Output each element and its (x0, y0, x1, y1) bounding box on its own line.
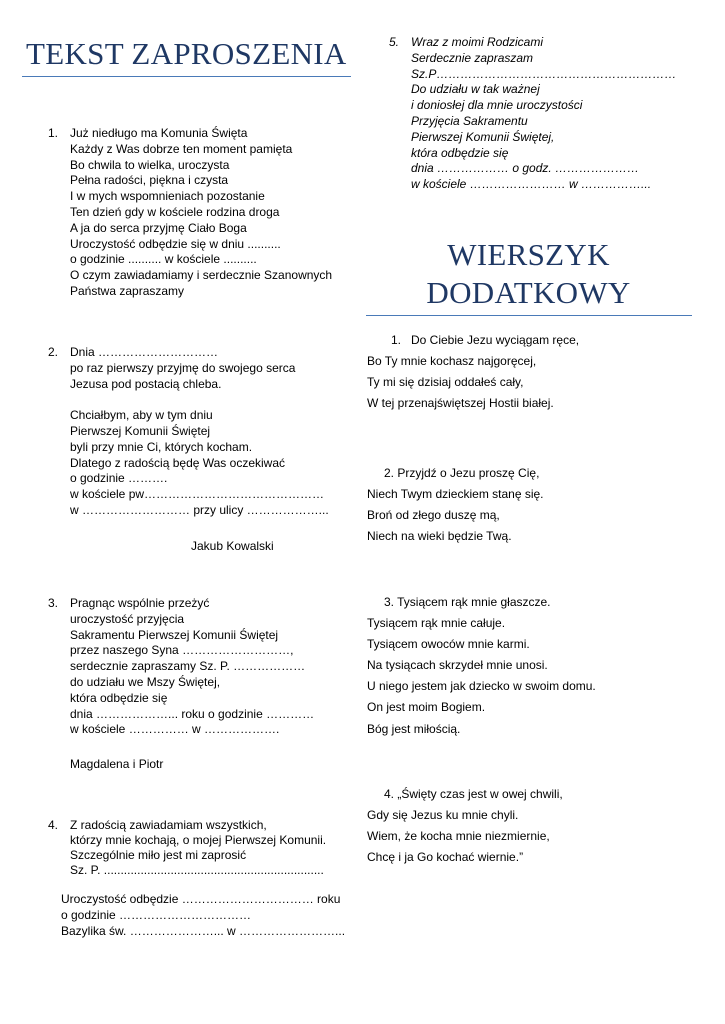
poem-line: 2. Przyjdź o Jezu proszę Cię, (384, 466, 540, 480)
text-line: przez naszego Syna ………………………, (70, 643, 294, 658)
text-line: w ……………………… przy ulicy ………………... (70, 502, 329, 517)
left-title-rule (22, 76, 351, 77)
invitation-2 (48, 345, 329, 519)
text-line: do udziału we Mszy Świętej, (70, 674, 221, 689)
text-line: Chciałbym, aby w tym dniu (70, 408, 213, 423)
text-line: Pragnąc wspólnie przeżyć (70, 596, 210, 610)
text-line: Szczególnie miło jest mi zaprosić (70, 848, 247, 862)
signature-parents: Magdalena i Piotr (70, 757, 164, 771)
text-line: Pełna radości, piękna i czysta (70, 173, 229, 188)
text-line: w kościele …………… w ………………. (70, 722, 280, 737)
poem-line: 1. Do Ciebie Jezu wyciągam ręce, (367, 330, 579, 351)
poem-line: Broń od złego duszę mą, (367, 508, 500, 523)
invitation-4-details (61, 892, 345, 939)
poem-line: Bo Ty mnie kochasz najgoręcej, (367, 354, 537, 369)
poem-2 (367, 463, 544, 547)
invitation-1 (48, 126, 332, 300)
text-line: Bo chwila to wielka, uroczysta (70, 157, 230, 172)
text-line: w kościele …………………… w ……………... (411, 177, 652, 192)
text-line: Z radością zawiadamiam wszystkich, (70, 818, 267, 832)
poem-line: Gdy się Jezus ku mnie chyli. (367, 808, 519, 823)
poem-3 (367, 592, 596, 740)
text-line: Pierwszej Komunii Świętej (70, 423, 211, 438)
poem-line: W tej przenajświętszej Hostii białej. (367, 396, 554, 411)
poem-line: 4. „Święty czas jest w owej chwili, (384, 787, 563, 801)
text-line: Serdecznie zapraszam (411, 50, 534, 65)
text-line: którzy mnie kochają, o mojej Pierwszej Komunii. (70, 833, 327, 847)
text-line: serdecznie zapraszamy Sz. P. ……………… (70, 659, 306, 674)
text-line: Sakramentu Pierwszej Komunii Świętej (70, 627, 279, 642)
poem-line: Niech na wieki będzie Twą. (367, 529, 512, 544)
text-line: Ten dzień gdy w kościele rodzina droga (70, 204, 280, 219)
text-line: uroczystość przyjęcia (70, 611, 185, 626)
text-line: Dnia ………………………… (70, 345, 219, 359)
invitation-3 (48, 596, 314, 738)
text-line: Jezusa pod postacią chleba. (70, 376, 222, 391)
text-line: Uroczystość odbędzie się w dniu .......... (70, 236, 281, 251)
poem-line: Bóg jest miłością. (367, 721, 461, 736)
text-line: po raz pierwszy przyjmę do swojego serca (70, 360, 296, 375)
text-line: Sz.P…………………………………………………… (411, 66, 677, 81)
poem-line: On jest moim Bogiem. (367, 700, 486, 715)
item-number: 3. (48, 596, 59, 610)
text-line: Już niedługo ma Komunia Święta (70, 126, 248, 140)
text-line: o godzinie ………. (70, 471, 168, 486)
poem-line: U niego jestem jak dziecko w swoim domu. (367, 679, 596, 694)
right-title-rule (366, 315, 692, 316)
text-line: Wraz z moimi Rodzicami (411, 35, 544, 49)
poem-line: 3. Tysiącem rąk mnie głaszcze. (384, 595, 551, 609)
poem-line: Niech Twym dzieckiem stanę się. (367, 487, 544, 502)
poem-line: Chcę i ja Go kochać wiernie.” (367, 850, 524, 865)
text-line: o godzinie …………………………… (61, 907, 252, 922)
poem-line: Na tysiącach skrzydeł mnie unosi. (367, 658, 548, 673)
text-line: Pierwszej Komunii Świętej, (411, 129, 555, 144)
poem-1 (367, 330, 579, 414)
text-line: o godzinie .......... w kościele .......... (70, 252, 257, 267)
text-line: dnia ……………… o godz. ………………… (411, 161, 640, 176)
text-line: Uroczystość odbędzie …………………………… roku (61, 892, 341, 906)
invitation-5 (389, 35, 676, 193)
poem-line: Tysiącem rąk mnie całuje. (367, 616, 506, 631)
text-line: w kościele pw……………………………………… (70, 487, 325, 502)
text-line: Każdy z Was dobrze ten moment pamięta (70, 141, 293, 156)
item-number: 4. (48, 818, 59, 832)
poem-number: 1. (391, 333, 402, 347)
text-line: A ja do serca przyjmę Ciało Boga (70, 220, 247, 235)
text-line: Do udziału w tak ważnej (411, 82, 540, 97)
text-line: Bazylika św. …………………... w ……………………... (61, 923, 346, 938)
item-number: 2. (48, 345, 59, 359)
text-line: Państwa zapraszamy (70, 283, 185, 298)
text-line: i doniosłej dla mnie uroczystości (411, 98, 583, 113)
text-line: Sz. P. .................................................................. (70, 863, 324, 877)
text-line: O czym zawiadamiamy i serdecznie Szanownych (70, 268, 333, 283)
text-line: która odbędzie się (411, 145, 509, 160)
text-line: Dlatego z radością będę Was oczekiwać (70, 455, 285, 470)
text-line: byli przy mnie Ci, których kocham. (70, 439, 253, 454)
poem-line: Wiem, że kocha mnie niezmiernie, (367, 829, 550, 844)
item-number: 1. (48, 126, 59, 140)
item-number: 5. (389, 35, 400, 49)
invitation-4 (48, 818, 326, 878)
signature-jakub: Jakub Kowalski (191, 539, 274, 553)
text-line: dnia ………………... roku o godzinie ………… (70, 706, 315, 721)
text-line: która odbędzie się (70, 690, 168, 705)
poem-4 (367, 784, 563, 868)
right-title-line1: WIERSZYK (447, 237, 610, 272)
left-title: TEKST ZAPROSZENIA (26, 36, 347, 71)
text-line: Przyjęcia Sakramentu (411, 113, 528, 128)
poem-line: Tysiącem owoców mnie karmi. (367, 637, 530, 652)
right-title-line2: DODATKOWY (426, 275, 631, 310)
poem-line: Ty mi się dzisiaj oddałeś cały, (367, 375, 524, 390)
text-line: I w mych wspomnieniach pozostanie (70, 189, 265, 204)
